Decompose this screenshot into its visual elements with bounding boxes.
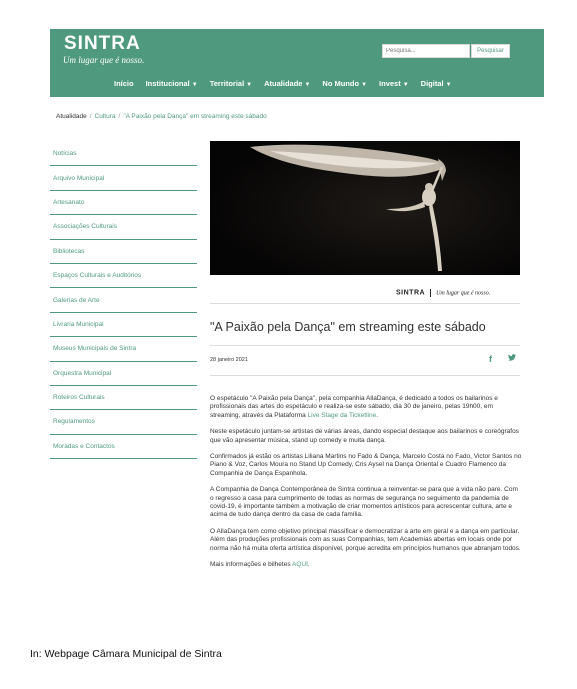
tickets-link[interactable]: AQUI	[292, 561, 308, 569]
sidebar-item-orquestra-municipal[interactable]: Orquestra Municipal	[50, 362, 197, 386]
article-date: 28 janeiro 2021	[210, 357, 248, 363]
sidebar-item-museus-municipais[interactable]: Museus Municipais de Sintra	[50, 337, 197, 361]
sidebar-item-noticias[interactable]: Notícias	[50, 142, 197, 166]
chevron-down-icon: ▼	[402, 82, 409, 88]
article-paragraph: O espetáculo "A Paixão pela Dança", pela companhia AllaDança, é dedicado a todos os bailarinos e profissionais das artes do espetáculo e realiza-se este sábado, dia 30 de janeiro, pelas 19h00, em streaming, através da Plataforma Live Stage da Ticketline.	[210, 395, 498, 419]
chevron-down-icon: ▼	[191, 82, 198, 88]
sidebar-item-bibliotecas[interactable]: Bibliotecas	[50, 240, 197, 264]
article-body	[210, 395, 522, 578]
site-logo[interactable]: SINTRA	[64, 33, 141, 54]
sidebar-menu	[50, 142, 197, 459]
article-paragraph: O AllaDança tem como objetivo principal massificar e democratizar a arte em geral e a dança em particular. Além das produções profissionais com as suas Companhias, tem Academias abertas em locais onde por norma não há muita oferta artística disponível, porque acredita em princípios humanos que abranjam todos.	[210, 527, 521, 552]
search-input[interactable]	[382, 44, 470, 58]
article-hero-image	[210, 141, 520, 275]
sidebar-item-livraria-municipal[interactable]: Livraria Municipal	[50, 313, 197, 337]
nav-item-territorial[interactable]: Territorial ▼	[209, 79, 253, 88]
chevron-down-icon: ▼	[445, 82, 452, 88]
divider	[210, 345, 520, 346]
facebook-share-icon[interactable]: f	[489, 354, 492, 364]
divider	[210, 375, 520, 376]
nav-item-invest[interactable]: Invest ▼	[379, 79, 409, 88]
dancer-illustration	[210, 141, 520, 275]
source-caption: In: Webpage Câmara Municipal de Sintra	[30, 648, 222, 660]
sidebar-item-moradas-contactos[interactable]: Moradas e Contactos	[50, 435, 197, 459]
search-button[interactable]: Pesquisar	[471, 44, 510, 58]
sidebar-item-regulamentos[interactable]: Regulamentos	[50, 410, 197, 434]
brand-name: SINTRA	[396, 289, 426, 297]
brand-tagline: Um lugar que é nosso.	[436, 290, 491, 297]
breadcrumb: Atualidade / Cultura / "A Paixão pela Dança" em streaming este sábado	[56, 113, 267, 120]
article-paragraph: Neste espetáculo juntam-se artistas de várias áreas, dando especial destaque aos bailarinos e coreógrafos que vão apresentar música, stand up comedy e muita dança.	[210, 428, 519, 444]
nav-item-inicio[interactable]: Início	[114, 79, 134, 88]
nav-item-digital[interactable]: Digital ▼	[420, 79, 452, 88]
article-paragraph: Mais informações e bilhetes AQUI.	[210, 561, 310, 569]
breadcrumb-current: "A Paixão pela Dança" em streaming este sábado	[123, 113, 267, 120]
ticketline-link[interactable]: Live Stage da Ticketline	[307, 411, 377, 419]
sidebar-item-galerias-de-arte[interactable]: Galerias de Arte	[50, 288, 197, 312]
chevron-down-icon: ▼	[361, 82, 368, 88]
sidebar-item-espacos-culturais[interactable]: Espaços Culturais e Auditórios	[50, 264, 197, 288]
chevron-down-icon: ▼	[304, 82, 311, 88]
nav-item-institucional[interactable]: Institucional ▼	[145, 79, 198, 88]
brand-signature	[396, 289, 490, 297]
sidebar-item-arquivo-municipal[interactable]: Arquivo Municipal	[50, 166, 197, 190]
chevron-down-icon: ▼	[246, 82, 253, 88]
article-title: "A Paixão pela Dança" em streaming este sábado	[210, 320, 486, 334]
breadcrumb-home[interactable]: Atualidade	[56, 113, 87, 120]
main-nav	[114, 79, 464, 91]
article-paragraph: A Companhia de Dança Contemporânea de Sintra continua a reinventar-se para que a vida não pare. Com o regresso a casa para cumprimento de todas as normas de segurança no seguimento da pandemia de covid-19, é importante também a motivação de criar momentos artísticos para acrescentar cultura, arte e acima de tudo dança dentro da casa de cada família.	[210, 486, 518, 519]
site-header	[50, 29, 544, 97]
site-tagline: Um lugar que é nosso.	[63, 55, 145, 65]
twitter-share-icon[interactable]	[508, 354, 516, 363]
brand-divider	[430, 289, 431, 297]
breadcrumb-section[interactable]: Cultura	[94, 113, 116, 120]
sidebar-item-artesanato[interactable]: Artesanato	[50, 191, 197, 215]
sidebar-item-associacoes-culturais[interactable]: Associações Culturais	[50, 215, 197, 239]
nav-item-atualidade[interactable]: Atualidade ▼	[264, 79, 311, 88]
nav-item-no-mundo[interactable]: No Mundo ▼	[322, 79, 368, 88]
sidebar-item-roteiros-culturais[interactable]: Roteiros Culturais	[50, 386, 197, 410]
article-paragraph: Confirmados já estão os artistas Liliana Martins no Fado & Dança, Marcelo Costa no Fado, Victor Santos no Piano & Voz, Carlos Moura no Stand Up Comedy, Cris Aysel na Dança Oriental e Cuadro Flamenco da Companhia de Dança Espanhola.	[210, 453, 522, 477]
divider	[210, 303, 520, 304]
